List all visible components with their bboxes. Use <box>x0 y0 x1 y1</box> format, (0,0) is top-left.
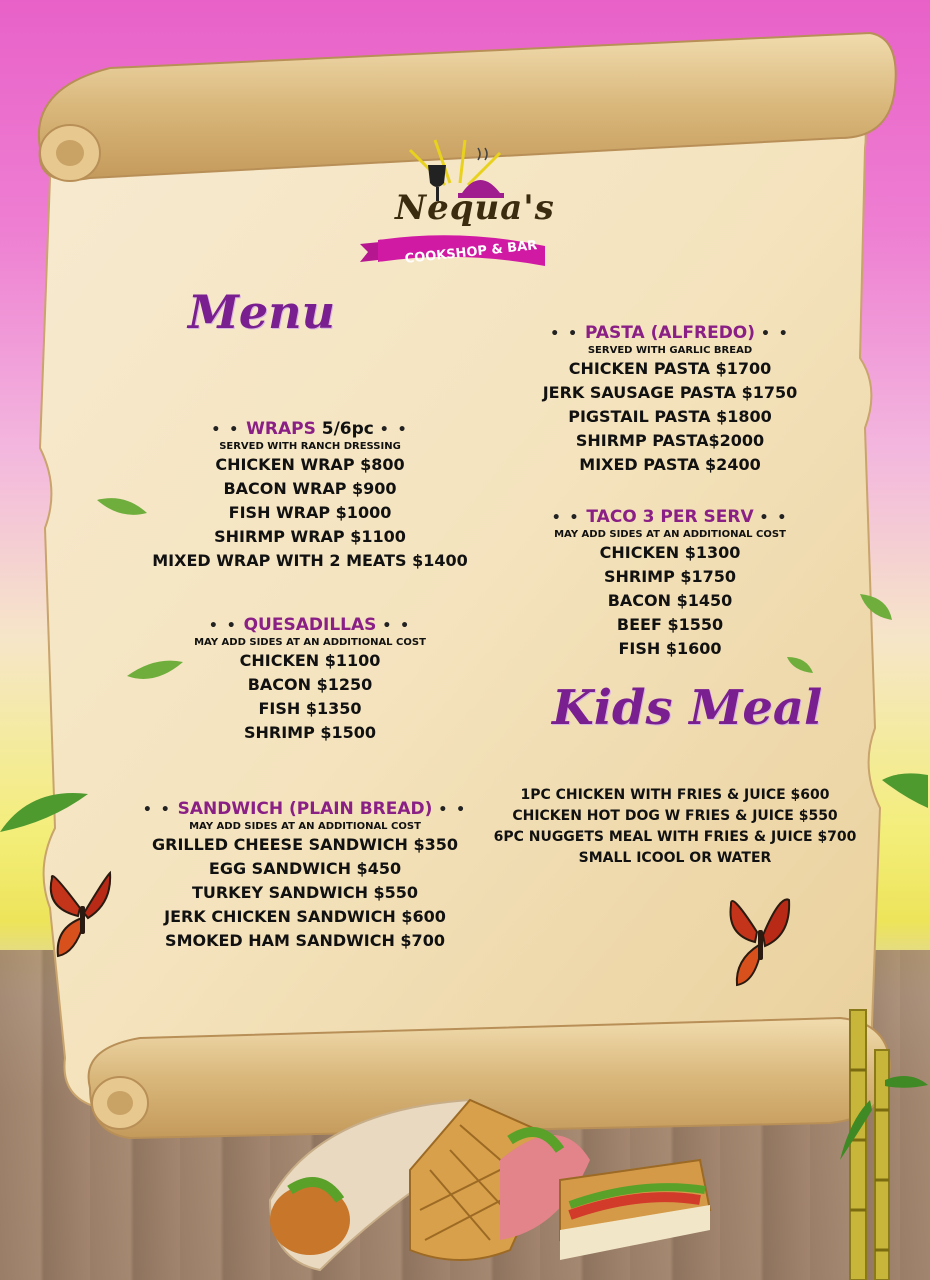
menu-item: JERK SAUSAGE PASTA $1750 <box>542 383 798 402</box>
sandwich-section <box>120 798 490 953</box>
menu-item: JERK CHICKEN SANDWICH $600 <box>164 907 446 926</box>
menu-item: BACON $1250 <box>247 675 373 694</box>
menu-item: TURKEY SANDWICH $550 <box>191 883 419 902</box>
decor-dots: • • <box>142 802 172 818</box>
taco-title-text: TACO 3 PER SERV <box>586 507 754 527</box>
quesadillas-title-text: QUESADILLAS <box>243 615 377 635</box>
menu-item: MIXED WRAP WITH 2 MEATS $1400 <box>152 551 468 570</box>
menu-item: EGG SANDWICH $450 <box>208 859 402 878</box>
pasta-note: SERVED WITH GARLIC BREAD <box>587 345 753 356</box>
bamboo-icon <box>830 990 930 1280</box>
leaf-icon <box>880 770 930 810</box>
decor-dots: • • <box>438 802 468 818</box>
menu-item: CHICKEN HOT DOG W FRIES & JUICE $550 <box>512 808 838 824</box>
menu-item: CHICKEN $1300 <box>599 543 741 562</box>
sandwich-title <box>120 798 490 821</box>
quesadillas-note: MAY ADD SIDES AT AN ADDITIONAL COST <box>194 637 426 648</box>
pasta-title <box>510 322 830 345</box>
leaf-icon <box>125 658 185 684</box>
wraps-section <box>140 418 480 573</box>
wraps-title-text: WRAPS <box>246 419 316 439</box>
leaf-icon <box>95 495 150 520</box>
logo-title: Nequa's <box>395 188 555 228</box>
leaf-icon <box>858 592 894 622</box>
menu-item: CHICKEN WRAP $800 <box>215 455 405 474</box>
menu-item: SMOKED HAM SANDWICH $700 <box>165 931 445 950</box>
leaf-icon <box>0 782 90 837</box>
logo-subtitle: COOKSHOP & BAR <box>404 238 538 267</box>
kids-meal-heading: Kids Meal <box>552 680 823 736</box>
menu-item: 6PC NUGGETS MEAL WITH FRIES & JUICE $700 <box>493 829 857 845</box>
menu-heading: Menu <box>188 285 336 339</box>
quesadillas-title <box>160 614 460 637</box>
butterfly-icon <box>40 868 115 963</box>
pasta-title-text: PASTA (ALFREDO) <box>584 323 756 343</box>
wraps-note: SERVED WITH RANCH DRESSING <box>219 441 401 452</box>
menu-item: BEEF $1550 <box>616 615 724 634</box>
menu-item: SHRIMP $1750 <box>603 567 737 586</box>
quesadillas-section <box>160 614 460 745</box>
menu-item: CHICKEN $1100 <box>239 651 381 670</box>
menu-item: BACON WRAP $900 <box>223 479 397 498</box>
sandwich-food-image <box>260 1080 730 1280</box>
pasta-section <box>510 322 830 477</box>
taco-note: MAY ADD SIDES AT AN ADDITIONAL COST <box>554 529 786 540</box>
wraps-title <box>140 418 480 441</box>
sandwich-title-text: SANDWICH (PLAIN BREAD) <box>177 799 433 819</box>
menu-item: SMALL ICOOL OR WATER <box>578 850 772 866</box>
decor-dots: • • <box>379 422 409 438</box>
menu-item: FISH $1350 <box>258 699 362 718</box>
decor-dots: • • <box>551 510 581 526</box>
taco-title <box>515 506 825 529</box>
menu-item: SHIRMP WRAP $1100 <box>214 527 406 546</box>
menu-item: FISH WRAP $1000 <box>228 503 392 522</box>
sandwich-note: MAY ADD SIDES AT AN ADDITIONAL COST <box>189 821 421 832</box>
menu-item: 1PC CHICKEN WITH FRIES & JUICE $600 <box>520 787 830 803</box>
taco-section <box>515 506 825 661</box>
wraps-title-extra: 5/6pc <box>321 419 374 439</box>
menu-item: CHICKEN PASTA $1700 <box>568 359 772 378</box>
decor-dots: • • <box>382 618 412 634</box>
leaf-icon <box>785 655 815 675</box>
decor-dots: • • <box>760 326 790 342</box>
decor-dots: • • <box>208 618 238 634</box>
menu-item: PIGSTAIL PASTA $1800 <box>568 407 772 426</box>
menu-item: SHRIMP $1500 <box>243 723 377 742</box>
menu-item: FISH $1600 <box>618 639 722 658</box>
menu-item: SHIRMP PASTA$2000 <box>575 431 765 450</box>
decor-dots: • • <box>759 510 789 526</box>
decor-dots: • • <box>550 326 580 342</box>
menu-item: MIXED PASTA $2400 <box>579 455 761 474</box>
butterfly-icon <box>725 890 795 990</box>
menu-item: GRILLED CHEESE SANDWICH $350 <box>151 835 458 854</box>
menu-item: BACON $1450 <box>607 591 733 610</box>
decor-dots: • • <box>211 422 241 438</box>
kids-meal-section <box>480 785 870 869</box>
